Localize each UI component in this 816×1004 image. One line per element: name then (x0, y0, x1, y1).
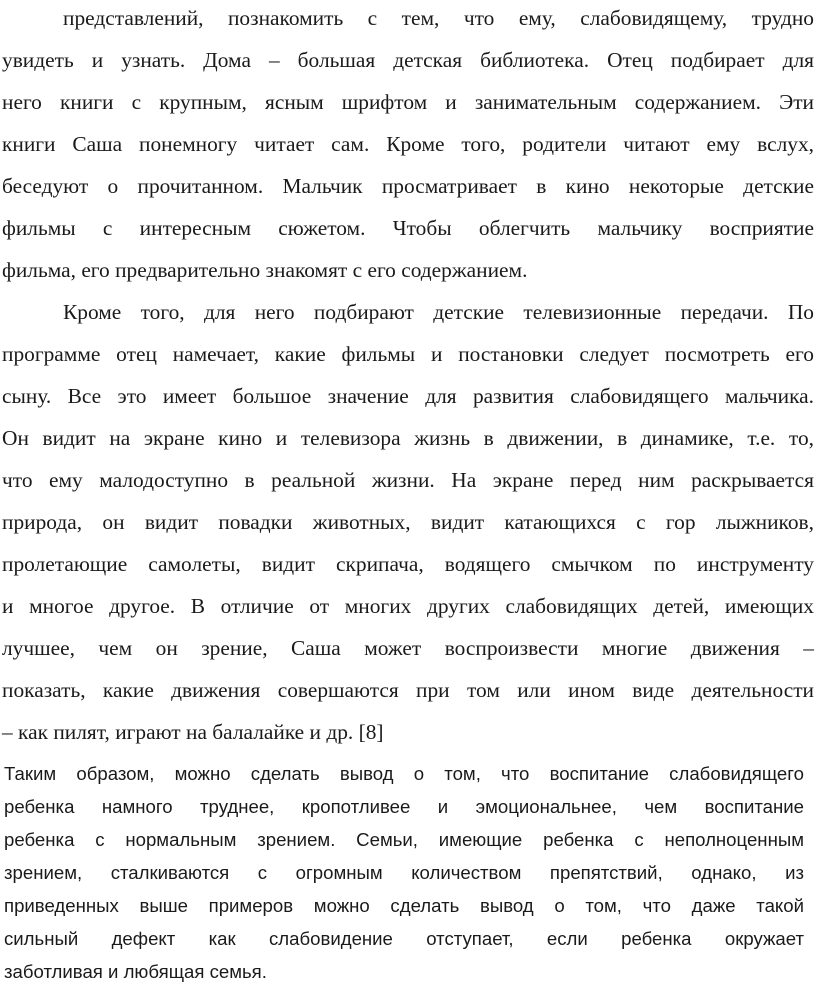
text-line: представлений, познакомить с тем, что ему, слабовидящему, трудно (63, 6, 814, 30)
text-line: Он видит на экране кино и телевизора жизнь в движении, в динамике, т.е. то, (2, 426, 814, 450)
text-line: ребенка с нормальным зрением. Семьи, имеющие ребенка с неполноценным (4, 829, 804, 850)
text-line: сыну. Все это имеет большое значение для развития слабовидящего мальчика. (2, 384, 814, 408)
text-line: беседуют о прочитанном. Мальчик просматривает в кино некоторые детские (2, 174, 814, 198)
text-line: сильный дефект как слабовидение отступает, если ребенка окружает (4, 928, 804, 949)
text-line: фильма, его предварительно знакомят с его содержанием. (2, 258, 528, 282)
text-line: показать, какие движения совершаются при том или ином виде деятельности (2, 678, 814, 702)
text-line: и многое другое. В отличие от многих других слабовидящих детей, имеющих (2, 594, 814, 618)
text-line: ребенка намного труднее, кропотливее и эмоциональнее, чем воспитание (4, 796, 804, 817)
text-line: заботливая и любящая семья. (4, 961, 267, 982)
text-line: книги Саша понемногу читает сам. Кроме того, родители читают ему вслух, (2, 132, 814, 156)
text-line: него книги с крупным, ясным шрифтом и занимательным содержанием. Эти (2, 90, 814, 114)
text-line: зрением, сталкиваются с огромным количеством препятствий, однако, из (4, 862, 804, 883)
text-line: природа, он видит повадки животных, видит катающихся с гор лыжников, (2, 510, 814, 534)
text-line: программе отец намечает, какие фильмы и постановки следует посмотреть его (2, 342, 814, 366)
text-line: пролетающие самолеты, видит скрипача, водящего смычком по инструменту (2, 552, 814, 576)
text-line: что ему малодоступно в реальной жизни. На экране перед ним раскрывается (2, 468, 814, 492)
text-line: увидеть и узнать. Дома – большая детская библиотека. Отец подбирает для (2, 48, 814, 72)
text-line: приведенных выше примеров можно сделать вывод о том, что даже такой (4, 895, 804, 916)
text-line: Кроме того, для него подбирают детские телевизионные передачи. По (63, 300, 814, 324)
text-line: – как пилят, играют на балалайке и др. [8] (2, 720, 384, 744)
text-line: лучшее, чем он зрение, Саша может воспроизвести многие движения – (2, 636, 814, 660)
text-line: фильмы с интересным сюжетом. Чтобы облегчить мальчику восприятие (2, 216, 814, 240)
text-line: Таким образом, можно сделать вывод о том, что воспитание слабовидящего (4, 763, 804, 784)
